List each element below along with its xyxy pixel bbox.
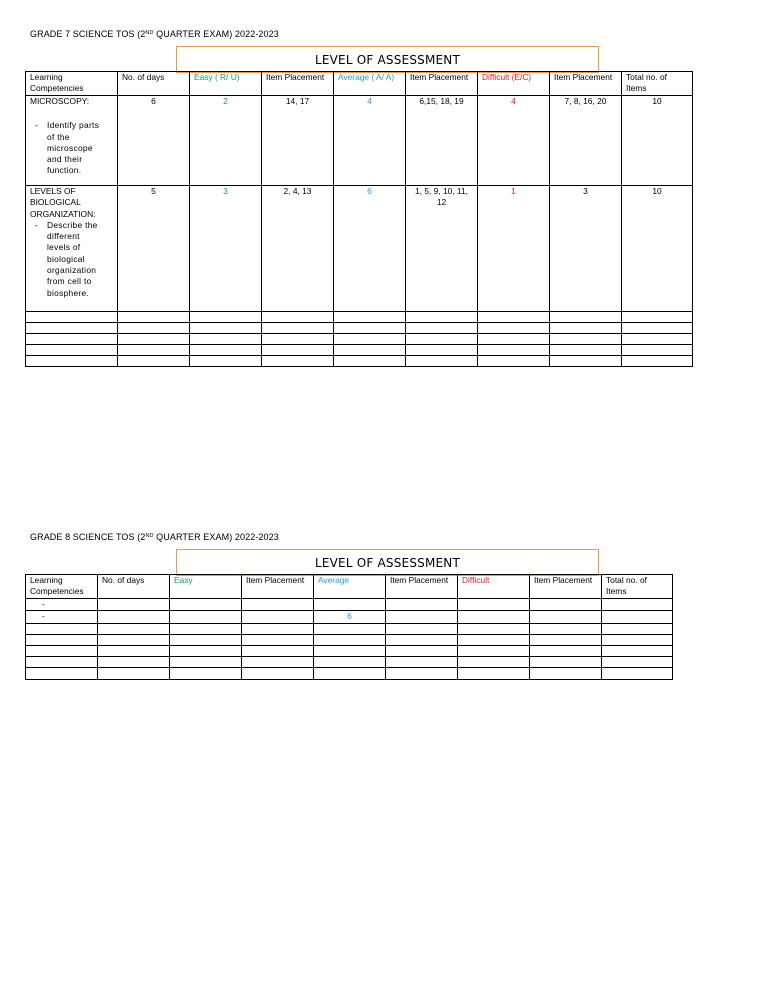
empty-row <box>26 668 673 680</box>
empty-row <box>26 646 673 657</box>
easy-items-cell: 14, 17 <box>262 96 334 186</box>
header-no-of-days: No. of days <box>98 575 170 599</box>
header-item-placement-average: Item Placement <box>406 72 478 96</box>
competency-cell: - <box>26 611 98 624</box>
empty-row <box>26 657 673 668</box>
grade8-title: GRADE 8 SCIENCE TOS (2ND QUARTER EXAM) 2022-2023 <box>30 532 279 542</box>
grade7-tos-table <box>25 71 693 367</box>
grade7-header-row <box>26 72 693 96</box>
header-easy: Easy ( R/ U) <box>190 72 262 96</box>
average-items-cell: 1, 5, 9, 10, 11, 12 <box>406 186 478 312</box>
competency-cell <box>26 186 118 312</box>
header-easy: Easy <box>170 575 242 599</box>
empty-row <box>26 356 693 367</box>
total-cell: 10 <box>622 96 693 186</box>
easy-cell: 2 <box>190 96 262 186</box>
header-total-items: Total no. of Items <box>622 72 693 96</box>
competency-bullet: - Identify parts of the microscope and their function. <box>35 120 100 176</box>
table-row <box>26 599 673 611</box>
header-item-placement-average: Item Placement <box>386 575 458 599</box>
empty-row <box>26 624 673 635</box>
difficult-items-cell: 3 <box>550 186 622 312</box>
days-cell: 5 <box>118 186 190 312</box>
competency-title: LEVELS OF BIOLOGICAL ORGANIZATION: <box>30 186 96 219</box>
table-row <box>26 96 693 186</box>
header-average: Average <box>314 575 386 599</box>
header-difficult: Difficult <box>458 575 530 599</box>
difficult-cell: 1 <box>478 186 550 312</box>
empty-row <box>26 323 693 334</box>
grade8-tos-table <box>25 574 673 680</box>
table-row <box>26 186 693 312</box>
grade8-level-of-assessment-banner: LEVEL OF ASSESSMENT <box>176 549 599 576</box>
grade7-level-of-assessment-banner: LEVEL OF ASSESSMENT <box>176 46 599 73</box>
average-cell: 6 <box>334 186 406 312</box>
days-cell: 6 <box>118 96 190 186</box>
header-no-of-days: No. of days <box>118 72 190 96</box>
difficult-items-cell: 7, 8, 16, 20 <box>550 96 622 186</box>
easy-cell: 3 <box>190 186 262 312</box>
header-difficult: Difficult (E/C) <box>478 72 550 96</box>
header-item-placement-difficult: Item Placement <box>550 72 622 96</box>
difficult-cell: 4 <box>478 96 550 186</box>
easy-items-cell: 2, 4, 13 <box>262 186 334 312</box>
grade8-header-row <box>26 575 673 599</box>
table-row <box>26 611 673 624</box>
empty-row <box>26 345 693 356</box>
empty-row <box>26 334 693 345</box>
competency-cell: - <box>26 599 98 611</box>
empty-row <box>26 635 673 646</box>
header-learning-competencies: Learning Competencies <box>26 72 118 96</box>
competency-title: MICROSCOPY: <box>30 96 90 106</box>
average-cell: 6 <box>314 611 386 624</box>
competency-bullet: - Describe the different levels of biological organization from cell to biosphere. <box>35 219 98 298</box>
total-cell: 10 <box>622 186 693 312</box>
average-cell: 4 <box>334 96 406 186</box>
header-item-placement-easy: Item Placement <box>262 72 334 96</box>
grade7-title: GRADE 7 SCIENCE TOS (2ND QUARTER EXAM) 2022-2023 <box>30 29 279 39</box>
header-item-placement-easy: Item Placement <box>242 575 314 599</box>
empty-row <box>26 312 693 323</box>
header-average: Average ( A/ A) <box>334 72 406 96</box>
average-items-cell: 6,15, 18, 19 <box>406 96 478 186</box>
competency-cell <box>26 96 118 186</box>
header-learning-competencies: Learning Competencies <box>26 575 98 599</box>
header-item-placement-difficult: Item Placement <box>530 575 602 599</box>
header-total-items: Total no. of Items <box>602 575 673 599</box>
